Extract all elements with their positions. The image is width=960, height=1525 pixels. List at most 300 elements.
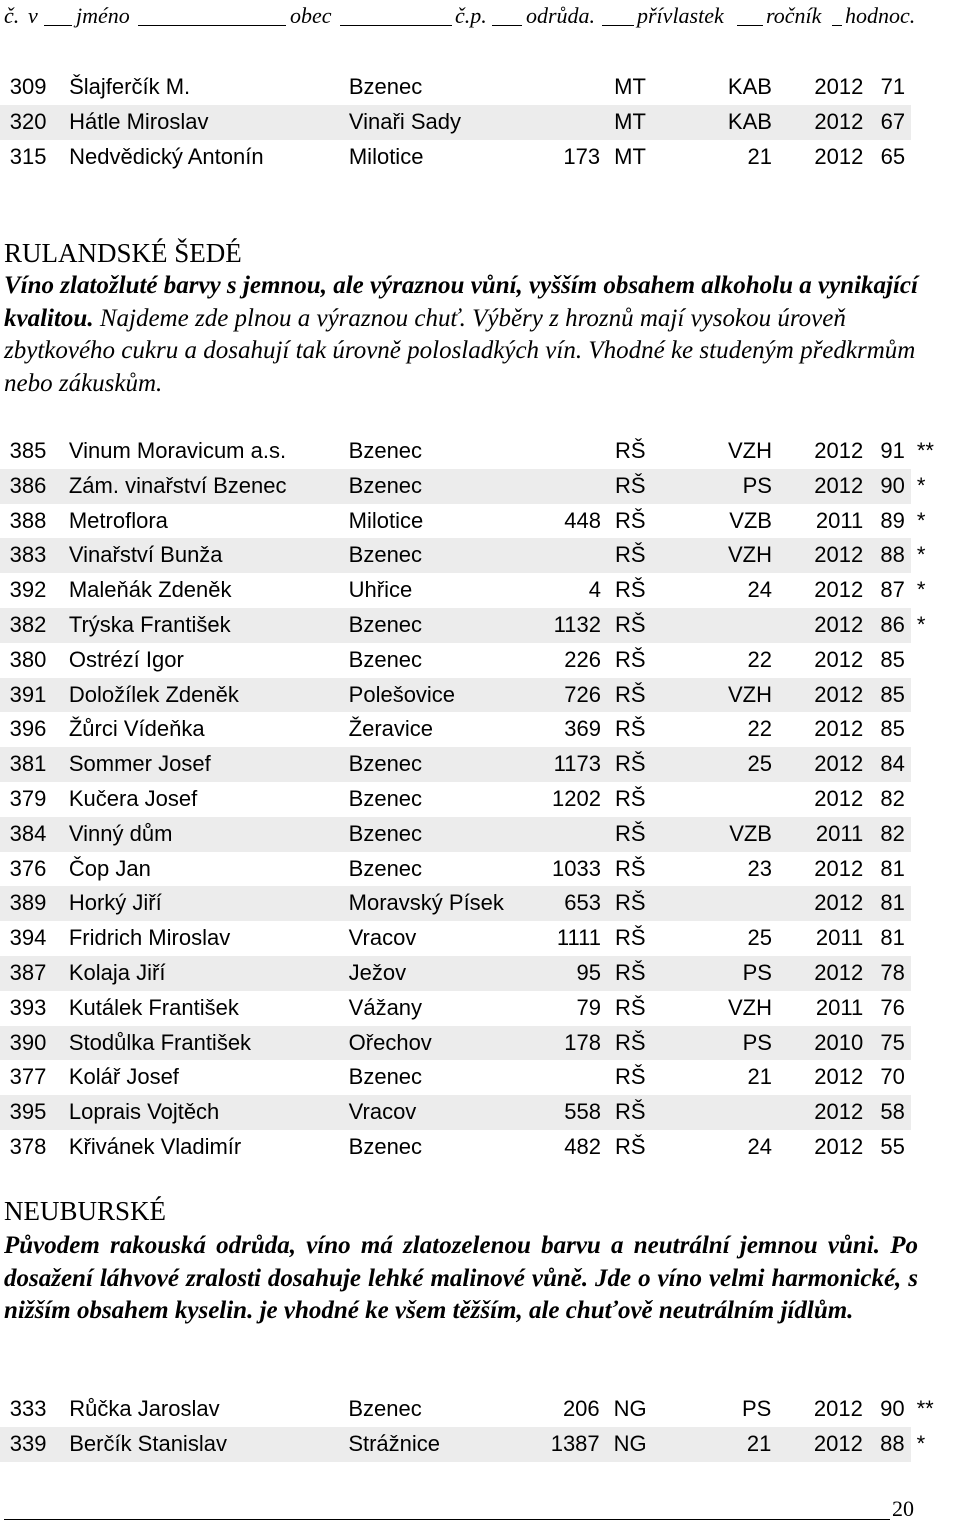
row-spacer xyxy=(0,140,10,175)
entry-number: 376 xyxy=(9,855,47,881)
entry-number: 309 xyxy=(9,74,47,99)
entry-number: 384 xyxy=(10,817,69,852)
table-row xyxy=(0,817,960,852)
variety: RŠ xyxy=(614,785,646,811)
attribute xyxy=(713,1095,792,1130)
row-spacer xyxy=(0,608,10,643)
house-number: 1202 xyxy=(551,785,601,811)
row-spacer xyxy=(0,1060,10,1095)
award-stars xyxy=(911,817,960,852)
table-row xyxy=(0,105,960,140)
vintage: 2011 xyxy=(815,507,864,533)
attribute: 21 xyxy=(747,143,772,169)
table-row xyxy=(0,504,960,539)
row-spacer xyxy=(0,1130,10,1165)
variety: RŠ xyxy=(614,646,646,672)
attribute: KAB xyxy=(727,74,772,99)
award-stars: * xyxy=(916,507,926,533)
table-row xyxy=(0,782,960,817)
grower-name: Křivánek Vladimír xyxy=(68,1133,242,1159)
house-number: 1387 xyxy=(532,1427,614,1462)
award-stars xyxy=(911,921,960,956)
attribute: PS xyxy=(713,469,792,504)
grower-name: Vinný dům xyxy=(69,817,349,852)
vintage: 2012 xyxy=(814,1133,864,1159)
vintage: 2012 xyxy=(792,105,871,140)
entry-number: 393 xyxy=(9,994,47,1020)
row-spacer xyxy=(0,434,10,469)
attribute: 22 xyxy=(747,646,772,672)
attribute: 25 xyxy=(747,925,772,951)
variety: MT xyxy=(614,143,646,169)
entry-number: 380 xyxy=(9,646,47,672)
header-underline xyxy=(737,25,763,26)
grower-name: Metroflora xyxy=(68,507,168,533)
row-spacer xyxy=(0,817,10,852)
house-number: 178 xyxy=(534,1026,615,1061)
award-stars: * xyxy=(911,608,960,643)
vintage: 2011 xyxy=(815,925,864,951)
variety: RŠ xyxy=(614,716,646,742)
header-underline xyxy=(832,25,842,26)
house-number: 206 xyxy=(562,1396,600,1421)
village: Ořechov xyxy=(349,1026,534,1061)
header-jmeno: jméno xyxy=(76,3,130,28)
variety: RŠ xyxy=(614,507,646,533)
row-spacer xyxy=(0,643,10,678)
grower-name: Horký Jiří xyxy=(69,886,349,921)
score: 84 xyxy=(871,747,911,782)
score: 87 xyxy=(880,577,905,603)
vintage: 2012 xyxy=(792,747,871,782)
house-number: 1173 xyxy=(534,747,615,782)
village: Ježov xyxy=(349,956,534,991)
attribute: PS xyxy=(713,1026,792,1061)
vintage: 2012 xyxy=(814,1064,864,1090)
award-stars: * xyxy=(916,577,926,603)
score: 70 xyxy=(880,1064,905,1090)
variety: RŠ xyxy=(615,469,713,504)
variety: RŠ xyxy=(614,1064,646,1090)
award-stars xyxy=(911,1060,960,1095)
house-number xyxy=(533,70,614,105)
attribute xyxy=(713,608,792,643)
table-row xyxy=(0,1095,960,1130)
header-underline xyxy=(340,25,452,26)
vintage: 2012 xyxy=(792,1095,871,1130)
entry-number: 315 xyxy=(9,143,47,169)
table-row xyxy=(0,538,960,573)
header-cp: č.p. xyxy=(455,3,487,28)
vintage: 2012 xyxy=(814,716,864,742)
house-number xyxy=(534,538,615,573)
grower-name: Zám. vinařství Bzenec xyxy=(69,469,349,504)
grower-name: Vinařství Bunža xyxy=(69,538,349,573)
award-stars xyxy=(911,1095,960,1130)
entry-number: 333 xyxy=(9,1396,47,1421)
variety: RŠ xyxy=(614,994,646,1020)
grower-name: Čop Jan xyxy=(68,855,151,881)
award-stars: * xyxy=(911,538,960,573)
vintage: 2012 xyxy=(792,538,871,573)
header-v: v xyxy=(28,3,38,28)
house-number xyxy=(534,1060,615,1095)
variety: RŠ xyxy=(615,956,713,991)
table-row xyxy=(0,608,960,643)
grower-name: Vinum Moravicum a.s. xyxy=(68,438,287,463)
village: Vinaři Sady xyxy=(349,105,533,140)
vintage: 2011 xyxy=(792,817,871,852)
attribute: VZH xyxy=(713,678,792,713)
village: Vracov xyxy=(348,925,417,951)
attribute xyxy=(713,886,792,921)
section-description-neuburske: Původem rakouská odrůda, víno má zlatozelenou barvu a neutrální jemnou vůni. Po dosažení láhvové zralosti dosahuje lehké malinové vůně. Jde o víno velmi harmonické, s nižším obsahem kyselin. je vhodné ke všem těžším, ale chuťově neutrálním jídlům. xyxy=(4,1232,918,1324)
grower-name: Šlajferčík M. xyxy=(69,74,191,99)
row-spacer xyxy=(0,1095,10,1130)
score: 67 xyxy=(871,105,911,140)
grower-name: Stodůlka František xyxy=(69,1026,349,1061)
row-spacer xyxy=(0,105,10,140)
score: 65 xyxy=(880,143,906,169)
village: Bzenec xyxy=(349,469,534,504)
wine-table-rulandske xyxy=(0,434,960,1165)
house-number: 173 xyxy=(563,143,601,169)
score: 88 xyxy=(871,538,911,573)
grower-name: Doložílek Zdeněk xyxy=(69,678,349,713)
entry-number: 378 xyxy=(9,1133,47,1159)
house-number: 369 xyxy=(564,716,601,742)
table-row xyxy=(0,747,960,782)
award-stars xyxy=(911,747,960,782)
grower-name: Růčka Jaroslav xyxy=(69,1396,220,1421)
vintage: 2012 xyxy=(814,646,864,672)
header-obec: obec xyxy=(290,3,332,28)
village: Bzenec xyxy=(348,438,423,463)
variety: MT xyxy=(614,105,712,140)
table-row xyxy=(0,573,960,608)
award-stars xyxy=(911,991,960,1026)
entry-number: 392 xyxy=(9,577,47,603)
vintage: 2012 xyxy=(814,74,864,99)
wine-table-neuburske xyxy=(0,1392,960,1462)
vintage: 2011 xyxy=(815,994,864,1020)
village: Strážnice xyxy=(348,1427,532,1462)
score: 89 xyxy=(880,507,905,533)
entry-number: 389 xyxy=(10,886,69,921)
header-rocnik: ročník xyxy=(766,3,822,28)
entry-number: 386 xyxy=(10,469,69,504)
score: 71 xyxy=(880,74,906,99)
score: 81 xyxy=(880,855,905,881)
village: Vracov xyxy=(349,1095,534,1130)
house-number: 558 xyxy=(534,1095,615,1130)
attribute: VZH xyxy=(727,994,772,1020)
score: 75 xyxy=(871,1026,911,1061)
house-number: 1111 xyxy=(556,925,601,951)
table-row xyxy=(0,70,960,105)
row-spacer xyxy=(0,678,10,713)
attribute: 22 xyxy=(747,716,772,742)
score: 78 xyxy=(871,956,911,991)
table-row xyxy=(0,678,960,713)
house-number: 726 xyxy=(534,678,615,713)
variety: MT xyxy=(614,74,646,99)
village: Bzenec xyxy=(349,817,534,852)
village: Uhřice xyxy=(348,577,413,603)
row-spacer xyxy=(0,991,10,1026)
table-row xyxy=(0,643,960,678)
entry-number: 390 xyxy=(10,1026,69,1061)
village: Vážany xyxy=(348,994,423,1020)
score: 85 xyxy=(880,646,905,672)
score: 82 xyxy=(880,785,905,811)
table-row xyxy=(0,921,960,956)
house-number xyxy=(533,105,614,140)
table-row xyxy=(0,886,960,921)
attribute: 24 xyxy=(747,1133,772,1159)
grower-name: Fridrich Miroslav xyxy=(68,925,231,951)
grower-name: Kutálek František xyxy=(68,994,239,1020)
column-header-line xyxy=(0,2,960,30)
table-row xyxy=(0,1130,960,1165)
award-stars xyxy=(911,1026,960,1061)
house-number: 448 xyxy=(564,507,601,533)
description-rest-part: Najdeme zde plnou a výraznou chuť. Výběry z hroznů mají vysokou úroveň zbytkového cukru a dosahují tak úrovně polosladkých vín. Vhodné ke studeným předkrmům nebo zákuskům. xyxy=(4,304,916,397)
house-number xyxy=(534,434,615,469)
vintage: 2012 xyxy=(814,785,864,811)
vintage: 2010 xyxy=(792,1026,871,1061)
entry-number: 387 xyxy=(10,956,69,991)
vintage: 2012 xyxy=(792,469,871,504)
table-row xyxy=(0,1026,960,1061)
section-title-neuburske: NEUBURSKÉ xyxy=(4,1196,167,1226)
score: 81 xyxy=(880,925,905,951)
attribute: PS xyxy=(742,1396,772,1421)
attribute: KAB xyxy=(712,105,792,140)
house-number xyxy=(534,469,615,504)
variety: RŠ xyxy=(614,577,646,603)
score: 88 xyxy=(871,1427,911,1462)
variety: RŠ xyxy=(615,678,713,713)
table-row xyxy=(0,469,960,504)
table-row xyxy=(0,1427,960,1462)
table-row xyxy=(0,140,960,175)
variety: RŠ xyxy=(615,538,713,573)
entry-number: 388 xyxy=(9,507,47,533)
award-stars: ** xyxy=(916,1396,934,1421)
score: 55 xyxy=(880,1133,905,1159)
house-number: 226 xyxy=(564,646,601,672)
attribute: VZH xyxy=(727,438,772,463)
wine-table-mt xyxy=(0,70,960,174)
entry-number: 382 xyxy=(10,608,69,643)
variety: RŠ xyxy=(615,886,713,921)
attribute: 24 xyxy=(747,577,772,603)
grower-name: Žůrci Vídeňka xyxy=(68,716,205,742)
house-number: 1033 xyxy=(551,855,601,881)
entry-number: 385 xyxy=(9,438,47,463)
variety: NG xyxy=(613,1396,647,1421)
table-row xyxy=(0,852,960,887)
header-hodnoc: hodnoc. xyxy=(845,3,916,28)
table-row xyxy=(0,991,960,1026)
vintage: 2012 xyxy=(814,855,864,881)
village: Bzenec xyxy=(348,1396,422,1421)
vintage: 2012 xyxy=(814,143,864,169)
village: Milotice xyxy=(348,143,424,169)
header-underline xyxy=(44,25,72,26)
award-stars: * xyxy=(911,469,960,504)
award-stars xyxy=(911,1130,960,1165)
award-stars xyxy=(911,643,960,678)
entry-number: 320 xyxy=(10,105,69,140)
village: Bzenec xyxy=(348,646,423,672)
village: Bzenec xyxy=(349,608,534,643)
grower-name: Kolář Josef xyxy=(68,1064,179,1090)
page-number: 20 xyxy=(892,1496,914,1521)
score: 85 xyxy=(880,716,905,742)
table-row xyxy=(0,956,960,991)
attribute: 23 xyxy=(747,855,772,881)
variety: RŠ xyxy=(615,747,713,782)
variety: RŠ xyxy=(614,855,646,881)
table-row xyxy=(0,434,960,469)
table-row xyxy=(0,712,960,747)
variety: NG xyxy=(614,1427,712,1462)
entry-number: 383 xyxy=(10,538,69,573)
vintage: 2012 xyxy=(791,1427,870,1462)
award-stars xyxy=(911,956,960,991)
grower-name: Kučera Josef xyxy=(68,785,198,811)
attribute xyxy=(713,782,792,817)
award-stars xyxy=(911,712,960,747)
entry-number: 396 xyxy=(9,716,47,742)
vintage: 2012 xyxy=(792,956,871,991)
attribute: VZB xyxy=(729,507,772,533)
row-spacer xyxy=(0,747,10,782)
award-stars xyxy=(911,678,960,713)
grower-name: Sommer Josef xyxy=(69,747,349,782)
grower-name: Berčík Stanislav xyxy=(69,1427,348,1462)
house-number xyxy=(534,817,615,852)
score: 76 xyxy=(880,994,905,1020)
entry-number: 379 xyxy=(9,785,47,811)
vintage: 2012 xyxy=(814,577,864,603)
score: 82 xyxy=(871,817,911,852)
score: 90 xyxy=(871,469,911,504)
description-bold-part: Víno zlatožluté barvy s jemnou, ale výraznou vůní, vyšším obsahem alkoholu a vynikající kvalitou. xyxy=(4,272,918,332)
house-number: 1132 xyxy=(534,608,615,643)
header-c: č. xyxy=(4,3,20,28)
grower-name: Trýska František xyxy=(69,608,349,643)
grower-name: Hátle Miroslav xyxy=(69,105,349,140)
award-stars xyxy=(911,105,960,140)
village: Bzenec xyxy=(348,785,423,811)
grower-name: Ostrézí Igor xyxy=(68,646,184,672)
village: Bzenec xyxy=(349,747,534,782)
award-stars xyxy=(911,782,960,817)
header-underline xyxy=(138,25,286,26)
entry-number: 339 xyxy=(10,1427,69,1462)
row-spacer xyxy=(0,1026,10,1061)
score: 81 xyxy=(871,886,911,921)
village: Bzenec xyxy=(348,74,423,99)
row-spacer xyxy=(0,956,10,991)
attribute: 21 xyxy=(712,1427,791,1462)
score: 58 xyxy=(871,1095,911,1130)
house-number: 653 xyxy=(534,886,615,921)
vintage: 2012 xyxy=(813,1396,863,1421)
entry-number: 394 xyxy=(9,925,47,951)
attribute: VZH xyxy=(713,538,792,573)
variety: RŠ xyxy=(615,1095,713,1130)
score: 86 xyxy=(871,608,911,643)
grower-name: Loprais Vojtěch xyxy=(69,1095,349,1130)
row-spacer xyxy=(0,921,10,956)
row-spacer xyxy=(0,782,10,817)
section-description-rulandske xyxy=(4,270,924,400)
village: Žeravice xyxy=(348,716,434,742)
header-underline xyxy=(602,25,634,26)
section-title-rulandske: RULANDSKÉ ŠEDÉ xyxy=(4,238,242,268)
row-spacer xyxy=(0,1392,10,1427)
score: 85 xyxy=(871,678,911,713)
header-underline xyxy=(492,25,522,26)
village: Bzenec xyxy=(348,1064,423,1090)
award-stars: ** xyxy=(916,438,934,463)
award-stars xyxy=(911,70,960,105)
variety: RŠ xyxy=(615,608,713,643)
variety: RŠ xyxy=(615,817,713,852)
house-number: 79 xyxy=(576,994,601,1020)
score: 90 xyxy=(880,1396,905,1421)
entry-number: 381 xyxy=(10,747,69,782)
grower-name: Nedvědický Antonín xyxy=(69,143,264,169)
row-spacer xyxy=(0,852,10,887)
row-spacer xyxy=(0,469,10,504)
table-row xyxy=(0,1060,960,1095)
row-spacer xyxy=(0,70,10,105)
variety: RŠ xyxy=(615,1026,713,1061)
award-stars xyxy=(911,886,960,921)
row-spacer xyxy=(0,1427,10,1462)
score: 91 xyxy=(880,438,905,463)
vintage: 2012 xyxy=(814,438,864,463)
header-odruda: odrůda. xyxy=(526,3,596,28)
house-number: 95 xyxy=(534,956,615,991)
row-spacer xyxy=(0,712,10,747)
vintage: 2012 xyxy=(792,886,871,921)
row-spacer xyxy=(0,573,10,608)
variety: RŠ xyxy=(614,1133,646,1159)
row-spacer xyxy=(0,886,10,921)
grower-name: Maleňák Zdeněk xyxy=(68,577,232,603)
entry-number: 391 xyxy=(10,678,69,713)
header-privlastek: přívlastek xyxy=(637,3,724,28)
award-stars xyxy=(911,140,960,175)
award-stars: * xyxy=(911,1427,960,1462)
attribute: 25 xyxy=(713,747,792,782)
village: Moravský Písek xyxy=(349,886,534,921)
row-spacer xyxy=(0,504,10,539)
house-number: 482 xyxy=(564,1133,601,1159)
village: Bzenec xyxy=(348,1133,423,1159)
village: Bzenec xyxy=(349,538,534,573)
variety: RŠ xyxy=(614,925,646,951)
village: Bzenec xyxy=(348,855,423,881)
village: Polešovice xyxy=(349,678,534,713)
entry-number: 395 xyxy=(10,1095,69,1130)
